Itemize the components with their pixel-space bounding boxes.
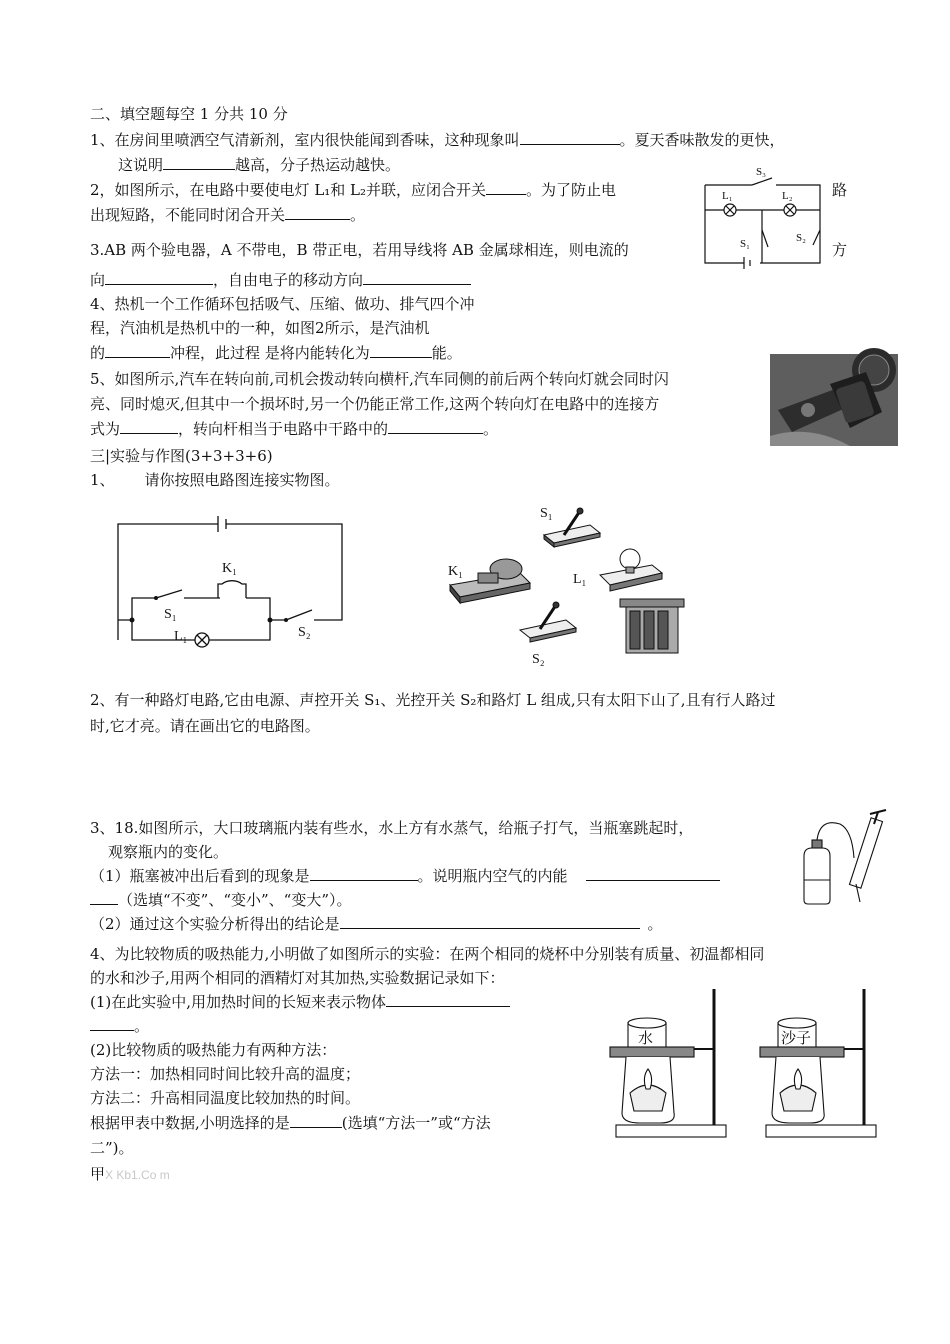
method-2: 方法二：升高相同温度比较加热的时间。: [90, 1089, 361, 1107]
label-s2-diagram: S₂: [298, 625, 311, 640]
question-5-cont: 亮、同时熄灭,但其中一个损坏时,另一个仍能正常工作,这两个转向灯在电路中的连接方: [90, 395, 660, 413]
label-l1: L₁: [722, 190, 733, 202]
question-1-cont: 这说明 越高，分子热运动越快。: [118, 156, 401, 174]
section-title-3: 三|实验与作图(3+3+3+6): [90, 447, 273, 465]
exp-question-3-cont: 观察瓶内的变化。: [108, 843, 229, 861]
parallel-circuit-diagram: [700, 165, 830, 270]
label-sand: 沙子: [781, 1031, 812, 1047]
label-water: 水: [638, 1031, 654, 1047]
exp-question-3-part1-cont: （选填“不变”、“变小”、“变大”）。: [90, 890, 352, 910]
question-5-cont2: 式为 ，转向杆相当于电路中干路中的 。: [90, 420, 499, 438]
method-1: 方法一：加热相同时间比较升高的温度；: [90, 1065, 361, 1083]
question-5: 5、如图所示,汽车在转向前,司机会拨动转向横杆,汽车同侧的前后两个转向灯就会同时闪: [90, 370, 669, 388]
question-2-cont: 出现短路，不能同时闭合开关 。: [90, 206, 366, 224]
heating-setup-picture: [600, 985, 870, 1140]
exp-question-4-choice: 根据甲表中数据,小明选择的是 (选填“方法一”或“方法: [90, 1114, 491, 1132]
table-label: 甲X Kb1.Co m: [90, 1165, 170, 1183]
turn-signal-photo: [770, 354, 898, 446]
label-s1: S₁: [740, 238, 750, 250]
exp-question-4-cont: 的水和沙子,用两个相同的酒精灯对其加热,实验数据记录如下：: [90, 969, 505, 987]
question-3-cont: 向 ，自由电子的移动方向: [90, 270, 471, 290]
label-s2: S₂: [796, 232, 806, 244]
switch-circuit-diagram: [110, 510, 355, 660]
label-l2: L₂: [782, 190, 793, 202]
label-s3: S₃: [756, 166, 766, 178]
exp-question-4: 4、为比较物质的吸热能力,小明做了如图所示的实验：在两个相同的烧杯中分别装有质量、初温都相同: [90, 945, 765, 963]
question-4: 4、热机一个工作循环包括吸气、压缩、做功、排气四个冲: [90, 295, 475, 313]
question-3-tail: 方: [832, 241, 848, 259]
exp-question-3-part1: （1）瓶塞被冲出后看到的现象是 。说明瓶内空气的内能: [90, 866, 720, 886]
section-title: 二、填空题每空 1 分共 10 分: [90, 105, 288, 123]
question-1: 1、在房间里喷洒空气清新剂，室内很快能闻到香味，这种现象叫 。夏天香味散发的更快，: [90, 131, 785, 149]
question-4-cont: 程，汽油机是热机中的一种，如图2所示，是汽油机: [90, 319, 430, 337]
label-k1: K₁: [222, 561, 237, 576]
exp-question-4-choice-cont: 二”)。: [90, 1139, 134, 1157]
exp-question-4-part2: (2)比较物质的吸热能力有两种方法：: [90, 1041, 337, 1059]
real-components-picture: [440, 495, 700, 670]
exp-question-3-part2: （2）通过这个实验分析得出的结论是 。: [90, 915, 663, 933]
real-label-l1: L₁: [573, 572, 587, 587]
label-l1-diagram: L₁: [174, 629, 188, 644]
question-2-tail: 路: [832, 181, 848, 199]
exp-question-2: 2、有一种路灯电路,它由电源、声控开关 S₁、光控开关 S₂和路灯 L 组成,只有太阳下山了,且有行人路过: [90, 691, 776, 709]
question-2: 2，如图所示，在电路中要使电灯 L₁和 L₂并联，应闭合开关 。为了防止电: [90, 181, 617, 199]
real-label-s1: S₁: [540, 506, 553, 521]
exp-question-2-cont: 时,它才亮。请在画出它的电路图。: [90, 717, 320, 735]
exp-question-4-part1-cont: 。: [90, 1016, 149, 1036]
exp-question-4-part1: (1)在此实验中,用加热时间的长短来表示物体: [90, 992, 510, 1012]
label-s1-diagram: S₁: [164, 607, 177, 622]
question-3: 3.AB 两个验电器，A 不带电，B 带正电，若用导线将 AB 金属球相连，则电流的: [90, 241, 629, 259]
real-label-s2: S₂: [532, 652, 545, 667]
exp-question-3: 3、18.如图所示，大口玻璃瓶内装有些水，水上方有水蒸气，给瓶子打气，当瓶塞跳起时，: [90, 819, 694, 837]
question-4-cont2: 的 冲程，此过程 是将内能转化为 能。: [90, 344, 462, 362]
watermark: X Kb1.Co m: [105, 1168, 170, 1182]
bottle-pump-picture: [790, 808, 900, 908]
exp-question-1: 1、 请你按照电路图连接实物图。: [90, 471, 340, 489]
real-label-k1: K₁: [448, 564, 463, 579]
